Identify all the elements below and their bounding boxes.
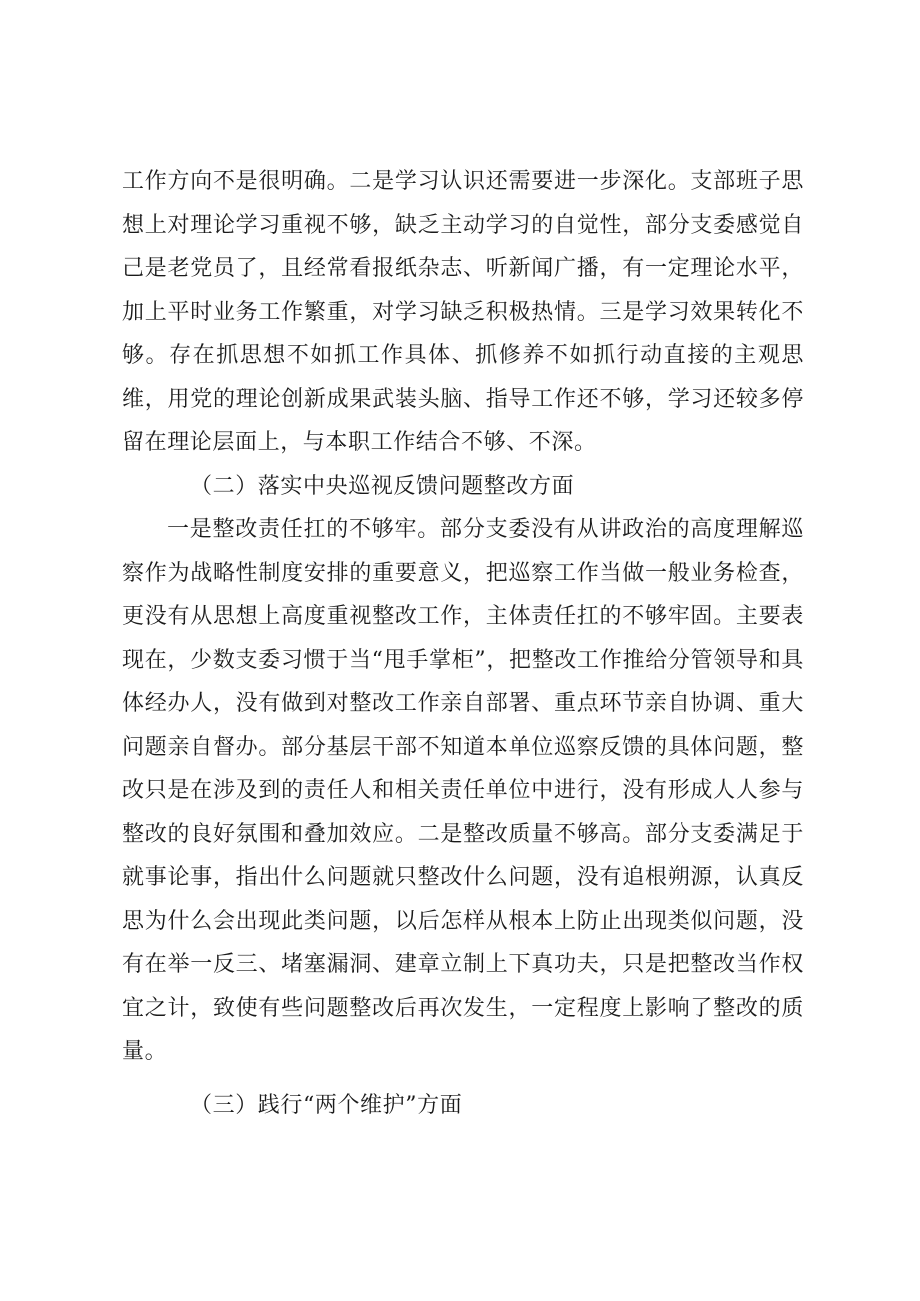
document-body (122, 160, 804, 1127)
section-heading-inspection-rectification: （二）落实中央巡视反馈问题整改方面 (190, 473, 575, 499)
paragraph-rectification-issues: 一是整改责任扛的不够牢。部分支委没有从讲政治的高度理解巡察作为战略性制度安排的重要意义，把巡察工作当做一般业务检查，更没有从思想上高度重视整改工作，主体责任扛的不够牢固。主要表现在，少数支委习惯于当“甩手掌柜”，把整改工作推给分管领导和具体经办人，没有做到对整改工作亲自部署、重点环节亲自协调、重大问题亲自督办。部分基层干部不知道本单位巡察反馈的具体问题，整改只是在涉及到的责任人和相关责任单位中进行，没有形成人人参与整改的良好氛围和叠加效应。二是整改质量不够高。部分支委满足于就事论事，指出什么问题就只整改什么问题，没有追根朔源，认真反思为什么会出现此类问题，以后怎样从根本上防止出现类似问题，没有在举一反三、堵塞漏洞、建章立制上下真功夫，只是把整改当作权宜之计，致使有些问题整改后再次发生，一定程度上影响了整改的质量。 (122, 517, 804, 1064)
section-heading-two-safeguards: （三）践行“两个维护”方面 (190, 1092, 463, 1118)
paragraph-study-issues: 工作方向不是很明确。二是学习认识还需要进一步深化。支部班子思想上对理论学习重视不够，缺乏主动学习的自觉性，部分支委感觉自己是老党员了，且经常看报纸杂志、听新闻广播，有一定理论水平，加上平时业务工作繁重，对学习缺乏积极热情。三是学习效果转化不够。存在抓思想不如抓工作具体、抓修养不如抓行动直接的主观思维，用党的理论创新成果武装头脑、指导工作还不够，学习还较多停留在理论层面上，与本职工作结合不够、不深。 (122, 169, 804, 455)
